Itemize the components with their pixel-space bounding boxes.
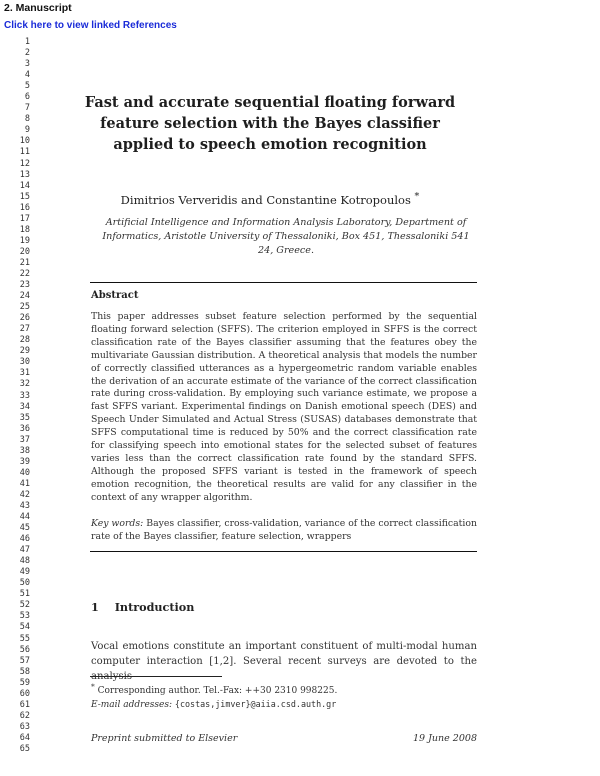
line-number: 56 [19,644,30,655]
keywords-text: Bayes classifier, cross-validation, variance of the correct classification rate of the Bayes classifier, feature selection, wrappers [91,518,477,542]
line-number: 42 [19,489,30,500]
line-number: 65 [19,744,30,754]
line-number: 43 [19,500,30,511]
line-number: 32 [19,379,30,390]
line-number: 58 [19,666,30,677]
section-title: Introduction [114,600,195,614]
line-number: 40 [19,467,30,478]
section-heading [91,600,194,614]
footnote-rule [90,676,222,677]
line-number: 57 [19,655,30,666]
line-number: 36 [19,423,30,434]
title-line: applied to speech emotion recognition [113,136,427,153]
manuscript-header [4,2,177,33]
line-number: 44 [19,512,30,523]
title-line: feature selection with the Bayes classifier [100,115,440,132]
line-number: 26 [19,313,30,324]
line-number: 21 [19,257,30,268]
manuscript-label: 2. Manuscript [4,2,72,14]
line-number: 10 [19,136,30,147]
line-number: 49 [19,567,30,578]
line-number: 33 [19,390,30,401]
corresponding-author-mark: * [414,191,420,202]
line-number: 45 [19,523,30,534]
line-number: 6 [24,92,30,103]
footnote [91,680,477,712]
paper-title [60,92,480,155]
keywords-label: Key words: [91,518,144,529]
preprint-note: Preprint submitted to Elsevier [91,733,238,744]
line-number: 24 [19,291,30,302]
author-names: Dimitrios Ververidis and Constantine Kotropoulos [120,192,411,207]
authors [60,191,480,207]
footnote-mark: * [91,682,95,691]
linked-references-link[interactable]: Click here to view linked References [4,20,177,31]
line-number: 63 [19,721,30,732]
line-number: 13 [19,169,30,180]
line-number: 38 [19,445,30,456]
line-number: 37 [19,434,30,445]
line-number: 59 [19,677,30,688]
line-number: 20 [19,246,30,257]
footnote-text: Corresponding author. Tel.-Fax: ++30 2310 998225. [97,686,338,696]
keywords [91,517,477,543]
line-number: 15 [19,191,30,202]
line-number: 55 [19,633,30,644]
line-number: 52 [19,600,30,611]
line-number: 64 [19,732,30,743]
line-number: 3 [24,59,30,70]
line-number: 19 [19,235,30,246]
section-number: 1 [91,600,99,614]
line-number: 29 [19,346,30,357]
abstract-bottom-rule [90,551,477,552]
line-number: 11 [19,147,30,158]
line-number: 7 [24,103,30,114]
line-number: 31 [19,368,30,379]
affiliation: Artificial Intelligence and Information Analysis Laboratory, Department of Informatics, Aristotle University of Thessaloniki, Box 451, Thessaloniki 541 24, Greece. [102,217,470,256]
line-number: 22 [19,268,30,279]
line-number: 1 [24,37,30,47]
line-number: 25 [19,302,30,313]
line-number: 35 [19,412,30,423]
line-number: 14 [19,180,30,191]
line-number: 34 [19,401,30,412]
abstract-top-rule [90,282,477,283]
line-number: 54 [19,622,30,633]
line-number: 17 [19,213,30,224]
line-number: 48 [19,556,30,567]
introduction-paragraph: Vocal emotions constitute an important constituent of multi-modal human computer interaction [1,2]. Several recent surveys are devoted to the analysis [91,641,477,682]
email-addresses: {costas,jimver}@aiia.csd.auth.gr [174,699,337,709]
title-line: Fast and accurate sequential floating forward [84,94,456,111]
line-number: 2 [24,48,30,59]
line-number: 51 [19,589,30,600]
line-number: 12 [19,158,30,169]
page-footer [91,733,477,744]
line-number: 47 [19,545,30,556]
line-number: 23 [19,280,30,291]
line-number: 18 [19,224,30,235]
line-number: 61 [19,699,30,710]
line-number: 30 [19,357,30,368]
line-number: 39 [19,456,30,467]
line-number: 46 [19,534,30,545]
line-number: 60 [19,688,30,699]
line-number: 8 [24,114,30,125]
line-number: 41 [19,478,30,489]
line-numbers [18,37,30,755]
abstract-text: This paper addresses subset feature selection performed by the sequential floating forward selection (SFFS). The criterion employed in SFFS is the correct classification rate of the Bayes classifier assuming that the features obey the multivariate Gaussian distribution. A theoretical analysis that models the number of correctly classified utterances as a hypergeometric random variable enables the derivation of an accurate estimate of the variance of the correct classification rate during cross-validation. By employing such variance estimate, we propose a fast SFFS variant. Experimental findings on Danish emotional speech (DES) and Speech Under Simulated and Actual Stress (SUSAS) databases demonstrate that SFFS computational time is reduced by 50% and the correct classification rate for classifying speech into emotional states for the selected subset of features varies less than the correct classification rate found by the standard SFFS. Although the proposed SFFS variant is tested in the framework of speech emotion recognition, the theoretical results are valid for any classifier in the context of any wrapper algorithm. [91,311,477,503]
abstract-heading: Abstract [91,290,139,301]
line-number: 9 [24,125,30,136]
line-number: 53 [19,611,30,622]
line-number: 16 [19,202,30,213]
line-number: 5 [24,81,30,92]
preprint-date: 19 June 2008 [413,733,477,744]
line-number: 27 [19,324,30,335]
line-number: 50 [19,578,30,589]
line-number: 4 [24,70,30,81]
email-label: E-mail addresses: [91,700,173,710]
line-number: 28 [19,335,30,346]
line-number: 62 [19,710,30,721]
